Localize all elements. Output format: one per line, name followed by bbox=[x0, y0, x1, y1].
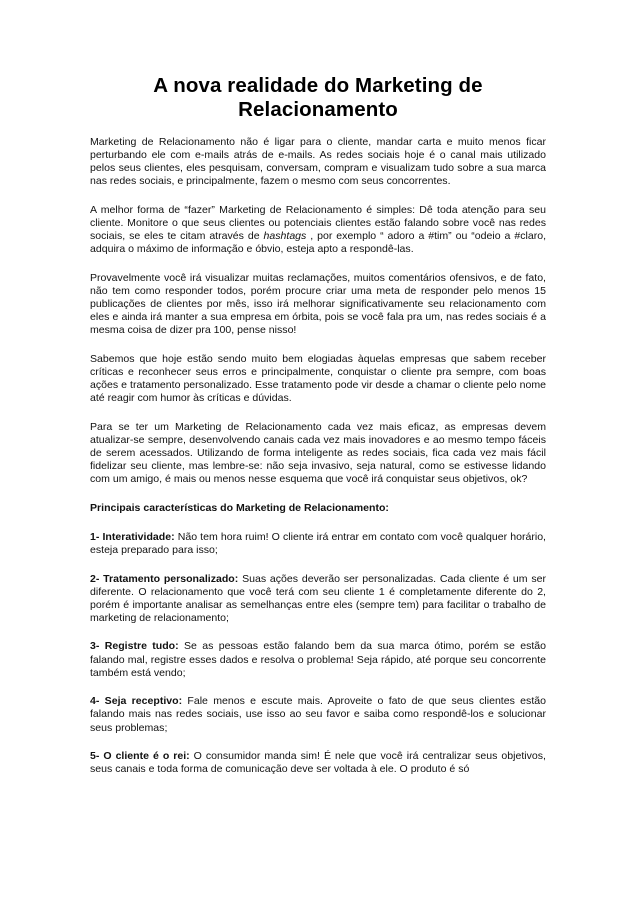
document-page bbox=[90, 74, 546, 792]
paragraph-hashtags bbox=[90, 204, 546, 256]
paragraph-text: A melhor forma de “fazer” Marketing de Relacionamento é simples: Dê toda atenção para seu cliente. Monitore o que seus clientes ou potenciais clientes estão falando sobre você nas redes sociais, se eles te citam através de bbox=[90, 203, 546, 243]
hashtags-emphasis: hashtags bbox=[263, 230, 307, 243]
list-item-label: 2- Tratamento personalizado: bbox=[90, 572, 239, 585]
list-item-text: Se as pessoas estão falando bem da sua marca ótimo, porém se estão falando mal, registre esses dados e resolva o problema! Seja rápido, até porque seu concorrente também está vendo; bbox=[90, 640, 547, 679]
intro-paragraph: Marketing de Relacionamento não é ligar para o cliente, mandar carta e muito menos ficar perturbando ele com e-mails atrás de e-mails. As redes sociais hoje é o canal mais utilizado pelos seus clientes, eles pesquisam, conversam, compram e visualizam tudo sobre a sua marca nas redes sociais, e principalmente, fazem o mesmo com seus concorrentes. bbox=[90, 136, 546, 188]
list-item bbox=[90, 695, 546, 734]
list-item-text: Fale menos e escute mais. Aproveite o fato de que seus clientes estão falando mais nas redes sociais, use isso ao seu favor e saiba como respondê-los e solucionar seus problemas; bbox=[90, 695, 546, 734]
paragraph-text: , por exemplo “ adoro a #tim” ou “odeio a #claro, adquira o máximo de informação e óbvio, esteja apto a respondê-las. bbox=[90, 230, 546, 256]
list-item bbox=[90, 531, 546, 557]
page-title: A nova realidade do Marketing de Relacionamento bbox=[153, 74, 483, 121]
body-paragraph: Provavelmente você irá visualizar muitas reclamações, muitos comentários ofensivos, e de fato, não tem como responder todos, porém procure criar uma meta de responder pelo menos 15 publicações de clientes por mês, isso irá melhorar significativamente seu relacionamento com eles e ainda irá manter a sua empresa em órbita, pois se você fala pra um, nas redes sociais é a mesma coisa de dizer pra 100, pense nisso! bbox=[90, 271, 546, 337]
list-item-text: Suas ações deverão ser personalizadas. Cada cliente é um ser diferente. O relacionamento que você terá com seu cliente 1 é completamente diferente do 2, porém é importante analisar as semelhanças entre eles (sempre tem) para facilitar o trabalho de marketing de relacionamento; bbox=[90, 572, 546, 624]
list-item-label: 1- Interatividade: bbox=[90, 530, 175, 543]
list-item bbox=[90, 750, 546, 776]
body-paragraph: Para se ter um Marketing de Relacionamento cada vez mais eficaz, as empresas devem atualizar-se sempre, desenvolvendo canais cada vez mais inovadores e ao mesmo tempo fáceis de serem acessados. Utilizando de forma inteligente as redes sociais, fica cada vez mais fácil fidelizar seu cliente, mas lembre-se: não seja invasivo, seja natural, como se estivesse lidando com um amigo, é mais ou menos nesse esquema que você irá conquistar seus objetivos, ok? bbox=[90, 420, 546, 486]
list-item bbox=[90, 573, 546, 625]
list-item-text: O consumidor manda sim! É nele que você irá centralizar seus objetivos, seus canais e toda forma de comunicação deve ser voltada à ele. O produto é só bbox=[90, 750, 546, 776]
list-item-label: 5- O cliente é o rei: bbox=[90, 750, 190, 763]
list-item-label: 3- Registre tudo: bbox=[90, 640, 179, 653]
list-item-text: Não tem hora ruim! O cliente irá entrar em contato com você qualquer horário, esteja preparado para isso; bbox=[90, 530, 546, 556]
list-item-label: 4- Seja receptivo: bbox=[90, 695, 183, 708]
section-heading: Principais características do Marketing de Relacionamento: bbox=[90, 502, 389, 515]
body-paragraph: Sabemos que hoje estão sendo muito bem elogiadas àquelas empresas que sabem receber críticas e reconhecer seus erros e principalmente, conquistar o cliente pra sempre, com boas ações e tratamento personalizado. Esse tratamento pode vir desde a chamar o cliente pelo nome até reagir com humor às críticas e dúvidas. bbox=[90, 353, 546, 405]
list-item bbox=[90, 640, 546, 679]
